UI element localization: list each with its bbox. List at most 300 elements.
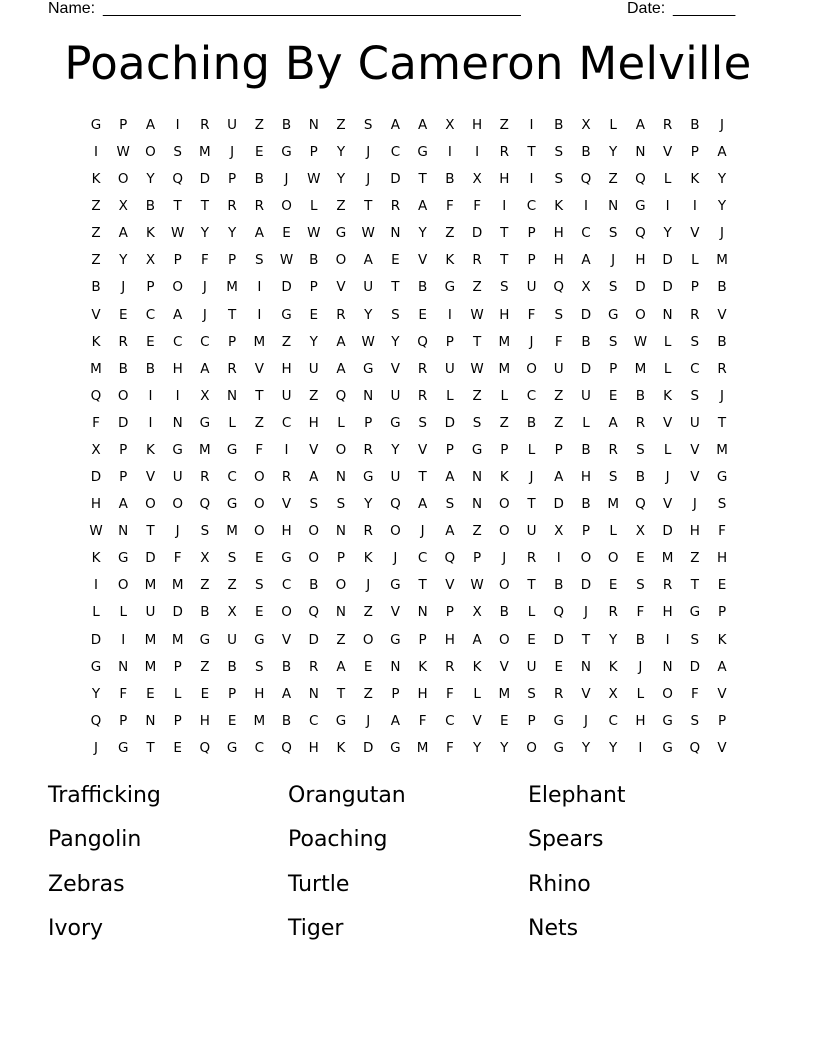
- grid-cell[interactable]: O: [253, 469, 265, 486]
- grid-cell[interactable]: R: [608, 441, 618, 458]
- grid-cell[interactable]: C: [281, 577, 292, 594]
- grid-cell[interactable]: S: [500, 279, 509, 296]
- grid-cell[interactable]: W: [470, 360, 484, 377]
- grid-cell[interactable]: Y: [364, 496, 373, 513]
- grid-cell[interactable]: W: [307, 171, 321, 188]
- grid-cell[interactable]: Z: [336, 198, 346, 215]
- grid-cell[interactable]: G: [254, 631, 265, 648]
- grid-cell[interactable]: X: [635, 523, 646, 540]
- grid-cell[interactable]: R: [472, 252, 482, 269]
- grid-cell[interactable]: B: [526, 414, 537, 431]
- grid-cell[interactable]: S: [445, 496, 455, 513]
- grid-cell[interactable]: P: [309, 279, 318, 296]
- grid-cell[interactable]: H: [172, 360, 183, 377]
- grid-cell[interactable]: I: [257, 279, 262, 296]
- grid-cell[interactable]: R: [363, 441, 373, 458]
- grid-cell[interactable]: S: [363, 117, 373, 133]
- grid-cell[interactable]: W: [470, 306, 484, 323]
- grid-cell[interactable]: G: [390, 414, 401, 431]
- grid-cell[interactable]: I: [175, 117, 180, 133]
- grid-cell[interactable]: D: [444, 414, 456, 431]
- grid-cell[interactable]: V: [254, 360, 264, 377]
- grid-cell[interactable]: E: [227, 712, 237, 729]
- grid-cell[interactable]: J: [583, 604, 588, 621]
- grid-cell[interactable]: L: [473, 685, 481, 702]
- grid-cell[interactable]: Q: [172, 171, 183, 188]
- grid-cell[interactable]: B: [417, 279, 428, 296]
- grid-cell[interactable]: G: [117, 550, 129, 567]
- grid-cell[interactable]: R: [608, 604, 618, 621]
- grid-cell[interactable]: Y: [309, 333, 318, 350]
- grid-cell[interactable]: F: [445, 739, 454, 756]
- grid-cell[interactable]: A: [445, 469, 455, 486]
- grid-cell[interactable]: Y: [200, 225, 209, 242]
- grid-cell[interactable]: D: [662, 252, 673, 269]
- name-line[interactable]: ________________________________________________: [103, 0, 521, 17]
- grid-cell[interactable]: V: [91, 306, 101, 323]
- grid-cell[interactable]: Z: [200, 577, 210, 594]
- grid-cell[interactable]: M: [171, 631, 184, 648]
- grid-cell[interactable]: K: [336, 739, 346, 756]
- grid-cell[interactable]: N: [335, 469, 347, 486]
- grid-cell[interactable]: Z: [227, 577, 237, 594]
- grid-cell[interactable]: D: [90, 631, 102, 648]
- grid-cell[interactable]: S: [690, 631, 700, 648]
- grid-cell[interactable]: G: [90, 117, 102, 133]
- grid-cell[interactable]: Z: [499, 117, 509, 133]
- grid-cell[interactable]: T: [255, 387, 264, 404]
- grid-cell[interactable]: Q: [90, 712, 102, 729]
- grid-cell[interactable]: I: [94, 144, 98, 161]
- grid-cell[interactable]: O: [580, 550, 592, 567]
- grid-cell[interactable]: N: [308, 117, 319, 133]
- grid-cell[interactable]: U: [390, 387, 401, 404]
- grid-cell[interactable]: J: [366, 144, 371, 161]
- grid-cell[interactable]: Y: [146, 171, 155, 188]
- grid-cell[interactable]: G: [635, 198, 646, 215]
- grid-cell[interactable]: E: [391, 252, 400, 269]
- grid-cell[interactable]: Q: [308, 604, 320, 621]
- grid-cell[interactable]: Q: [635, 225, 646, 242]
- grid-cell[interactable]: I: [447, 306, 452, 323]
- grid-cell[interactable]: W: [361, 225, 375, 242]
- grid-cell[interactable]: F: [445, 198, 454, 215]
- grid-cell[interactable]: E: [418, 306, 427, 323]
- grid-cell[interactable]: X: [581, 117, 591, 133]
- grid-cell[interactable]: R: [227, 198, 237, 215]
- grid-cell[interactable]: N: [608, 198, 619, 215]
- grid-cell[interactable]: W: [361, 333, 375, 350]
- grid-cell[interactable]: P: [228, 685, 237, 702]
- grid-cell[interactable]: D: [580, 360, 592, 377]
- grid-cell[interactable]: T: [581, 631, 591, 648]
- grid-cell[interactable]: B: [581, 333, 591, 350]
- grid-cell[interactable]: C: [309, 712, 319, 729]
- grid-cell[interactable]: S: [636, 577, 645, 594]
- grid-cell[interactable]: E: [636, 550, 645, 567]
- grid-cell[interactable]: W: [633, 333, 648, 350]
- grid-cell[interactable]: X: [91, 441, 101, 458]
- grid-cell[interactable]: V: [336, 279, 346, 296]
- grid-cell[interactable]: D: [580, 306, 592, 323]
- grid-cell[interactable]: N: [118, 523, 129, 540]
- grid-cell[interactable]: I: [665, 631, 670, 648]
- grid-cell[interactable]: L: [309, 198, 318, 215]
- grid-cell[interactable]: X: [118, 198, 128, 215]
- grid-cell[interactable]: P: [445, 333, 454, 350]
- grid-cell[interactable]: X: [200, 387, 210, 404]
- grid-cell[interactable]: F: [473, 198, 481, 215]
- grid-cell[interactable]: K: [690, 171, 700, 188]
- grid-cell[interactable]: O: [390, 523, 401, 540]
- grid-cell[interactable]: V: [390, 604, 401, 621]
- grid-cell[interactable]: U: [363, 279, 374, 296]
- grid-cell[interactable]: Y: [472, 739, 482, 756]
- grid-cell[interactable]: V: [662, 414, 673, 431]
- grid-cell[interactable]: X: [200, 550, 210, 567]
- grid-cell[interactable]: I: [121, 631, 126, 648]
- grid-cell[interactable]: S: [554, 144, 564, 161]
- grid-cell[interactable]: Q: [635, 496, 646, 513]
- grid-cell[interactable]: B: [581, 496, 591, 513]
- grid-cell[interactable]: C: [254, 739, 265, 756]
- grid-cell[interactable]: X: [581, 279, 591, 296]
- grid-cell[interactable]: H: [254, 685, 265, 702]
- grid-cell[interactable]: J: [692, 496, 697, 513]
- grid-cell[interactable]: C: [172, 333, 183, 350]
- grid-cell[interactable]: K: [472, 658, 482, 675]
- grid-cell[interactable]: B: [581, 144, 591, 161]
- grid-cell[interactable]: P: [554, 441, 563, 458]
- grid-cell[interactable]: H: [499, 306, 510, 323]
- grid-cell[interactable]: Q: [553, 604, 565, 621]
- grid-cell[interactable]: X: [472, 171, 482, 188]
- grid-cell[interactable]: V: [418, 441, 428, 458]
- grid-cell[interactable]: Y: [717, 198, 727, 215]
- grid-cell[interactable]: O: [117, 387, 129, 404]
- grid-cell[interactable]: L: [92, 604, 100, 621]
- grid-cell[interactable]: N: [417, 604, 428, 621]
- grid-cell[interactable]: A: [581, 252, 591, 269]
- grid-cell[interactable]: I: [502, 198, 507, 215]
- grid-cell[interactable]: F: [119, 685, 128, 702]
- grid-cell[interactable]: Z: [554, 414, 564, 431]
- grid-cell[interactable]: O: [145, 144, 156, 161]
- grid-cell[interactable]: Y: [418, 225, 427, 242]
- grid-cell[interactable]: R: [363, 523, 373, 540]
- grid-cell[interactable]: P: [228, 333, 237, 350]
- grid-cell[interactable]: M: [226, 279, 238, 296]
- grid-cell[interactable]: L: [663, 360, 672, 377]
- grid-cell[interactable]: O: [662, 685, 673, 702]
- grid-cell[interactable]: F: [173, 550, 182, 567]
- grid-cell[interactable]: H: [472, 117, 483, 133]
- grid-cell[interactable]: D: [662, 279, 673, 296]
- grid-cell[interactable]: A: [254, 225, 264, 242]
- grid-cell[interactable]: M: [226, 523, 238, 540]
- grid-cell[interactable]: I: [529, 117, 534, 133]
- grid-cell[interactable]: I: [583, 198, 588, 215]
- grid-cell[interactable]: D: [390, 171, 401, 188]
- grid-cell[interactable]: I: [257, 306, 262, 323]
- grid-cell[interactable]: H: [635, 712, 646, 729]
- grid-cell[interactable]: J: [720, 387, 725, 404]
- grid-cell[interactable]: S: [690, 333, 700, 350]
- grid-cell[interactable]: H: [90, 496, 102, 513]
- grid-cell[interactable]: Z: [363, 604, 373, 621]
- grid-cell[interactable]: F: [690, 685, 699, 702]
- grid-cell[interactable]: K: [91, 550, 101, 567]
- grid-cell[interactable]: M: [634, 360, 647, 377]
- grid-cell[interactable]: D: [281, 279, 292, 296]
- grid-cell[interactable]: V: [418, 252, 428, 269]
- grid-cell[interactable]: B: [635, 387, 646, 404]
- grid-cell[interactable]: Z: [445, 225, 455, 242]
- grid-cell[interactable]: U: [689, 414, 700, 431]
- grid-cell[interactable]: B: [717, 333, 727, 350]
- grid-cell[interactable]: Y: [717, 171, 727, 188]
- grid-cell[interactable]: P: [500, 441, 509, 458]
- grid-cell[interactable]: B: [717, 279, 727, 296]
- grid-cell[interactable]: K: [91, 171, 101, 188]
- grid-cell[interactable]: P: [228, 171, 237, 188]
- grid-cell[interactable]: G: [553, 712, 564, 729]
- grid-cell[interactable]: Y: [336, 144, 346, 161]
- grid-cell[interactable]: M: [416, 739, 429, 756]
- grid-cell[interactable]: M: [144, 577, 157, 594]
- grid-cell[interactable]: O: [335, 577, 347, 594]
- grid-cell[interactable]: M: [144, 658, 157, 675]
- grid-cell[interactable]: K: [418, 658, 428, 675]
- grid-cell[interactable]: O: [335, 441, 347, 458]
- grid-cell[interactable]: O: [172, 496, 183, 513]
- grid-cell[interactable]: T: [146, 739, 155, 756]
- grid-cell[interactable]: G: [335, 712, 347, 729]
- grid-cell[interactable]: T: [418, 577, 427, 594]
- grid-cell[interactable]: Z: [608, 171, 618, 188]
- grid-cell[interactable]: P: [364, 414, 373, 431]
- grid-cell[interactable]: J: [366, 171, 371, 188]
- grid-cell[interactable]: L: [119, 604, 127, 621]
- grid-cell[interactable]: O: [117, 171, 129, 188]
- grid-cell[interactable]: I: [148, 414, 153, 431]
- grid-cell[interactable]: E: [255, 144, 264, 161]
- grid-cell[interactable]: J: [529, 333, 534, 350]
- grid-cell[interactable]: J: [638, 658, 643, 675]
- grid-cell[interactable]: J: [175, 523, 180, 540]
- grid-cell[interactable]: S: [173, 144, 182, 161]
- grid-cell[interactable]: Z: [91, 225, 101, 242]
- grid-cell[interactable]: Q: [90, 387, 102, 404]
- grid-cell[interactable]: H: [635, 252, 646, 269]
- grid-cell[interactable]: Y: [609, 631, 618, 648]
- grid-cell[interactable]: B: [554, 117, 564, 133]
- grid-cell[interactable]: G: [390, 631, 401, 648]
- grid-cell[interactable]: R: [417, 360, 428, 377]
- grid-cell[interactable]: Y: [227, 225, 237, 242]
- grid-cell[interactable]: A: [390, 712, 401, 729]
- grid-cell[interactable]: S: [527, 685, 536, 702]
- grid-cell[interactable]: Y: [609, 144, 618, 161]
- grid-cell[interactable]: Z: [472, 523, 482, 540]
- grid-cell[interactable]: P: [146, 279, 155, 296]
- grid-cell[interactable]: V: [690, 469, 700, 486]
- grid-cell[interactable]: O: [308, 523, 320, 540]
- grid-cell[interactable]: P: [418, 631, 427, 648]
- grid-cell[interactable]: M: [199, 144, 211, 161]
- grid-cell[interactable]: R: [662, 577, 673, 594]
- grid-cell[interactable]: Z: [336, 631, 346, 648]
- grid-cell[interactable]: Z: [281, 333, 292, 350]
- grid-cell[interactable]: U: [444, 360, 455, 377]
- grid-cell[interactable]: D: [90, 469, 102, 486]
- grid-cell[interactable]: O: [498, 523, 510, 540]
- grid-cell[interactable]: M: [607, 496, 619, 513]
- grid-cell[interactable]: T: [527, 496, 536, 513]
- grid-cell[interactable]: B: [145, 360, 156, 377]
- grid-cell[interactable]: G: [172, 441, 183, 458]
- grid-cell[interactable]: M: [498, 333, 511, 350]
- grid-cell[interactable]: D: [689, 658, 701, 675]
- grid-cell[interactable]: P: [228, 252, 237, 269]
- grid-cell[interactable]: P: [173, 252, 182, 269]
- grid-cell[interactable]: N: [390, 658, 401, 675]
- grid-cell[interactable]: Z: [336, 117, 346, 133]
- grid-cell[interactable]: H: [662, 604, 673, 621]
- grid-cell[interactable]: M: [661, 550, 674, 567]
- grid-cell[interactable]: S: [418, 414, 427, 431]
- grid-cell[interactable]: T: [173, 198, 182, 215]
- grid-cell[interactable]: Z: [472, 387, 482, 404]
- grid-cell[interactable]: E: [527, 631, 536, 648]
- grid-cell[interactable]: H: [553, 225, 564, 242]
- grid-cell[interactable]: L: [228, 414, 236, 431]
- grid-cell[interactable]: A: [336, 658, 346, 675]
- grid-cell[interactable]: G: [662, 712, 673, 729]
- grid-cell[interactable]: H: [308, 414, 319, 431]
- grid-cell[interactable]: S: [391, 306, 400, 323]
- grid-cell[interactable]: T: [472, 333, 482, 350]
- grid-cell[interactable]: M: [90, 360, 102, 377]
- grid-cell[interactable]: N: [308, 685, 319, 702]
- grid-cell[interactable]: P: [717, 604, 727, 621]
- grid-cell[interactable]: E: [608, 387, 618, 404]
- grid-cell[interactable]: C: [526, 387, 537, 404]
- grid-cell[interactable]: K: [608, 658, 618, 675]
- grid-cell[interactable]: P: [391, 685, 400, 702]
- grid-cell[interactable]: M: [716, 252, 728, 269]
- grid-cell[interactable]: B: [227, 658, 237, 675]
- grid-cell[interactable]: V: [581, 685, 591, 702]
- grid-cell[interactable]: G: [226, 739, 238, 756]
- grid-cell[interactable]: L: [663, 333, 672, 350]
- grid-cell[interactable]: H: [580, 469, 592, 486]
- grid-cell[interactable]: V: [281, 631, 292, 648]
- grid-cell[interactable]: M: [144, 631, 157, 648]
- grid-cell[interactable]: D: [362, 739, 374, 756]
- grid-cell[interactable]: L: [337, 414, 345, 431]
- grid-cell[interactable]: Z: [690, 550, 700, 567]
- grid-cell[interactable]: N: [472, 469, 483, 486]
- grid-cell[interactable]: H: [499, 171, 510, 188]
- grid-cell[interactable]: A: [418, 117, 428, 133]
- grid-cell[interactable]: O: [335, 252, 347, 269]
- grid-cell[interactable]: G: [281, 144, 292, 161]
- grid-cell[interactable]: J: [502, 550, 507, 567]
- grid-cell[interactable]: P: [445, 604, 454, 621]
- grid-cell[interactable]: I: [692, 198, 697, 215]
- grid-cell[interactable]: G: [199, 414, 211, 431]
- grid-cell[interactable]: I: [175, 387, 180, 404]
- grid-cell[interactable]: E: [255, 550, 264, 567]
- grid-cell[interactable]: Q: [417, 333, 428, 350]
- grid-cell[interactable]: S: [472, 414, 482, 431]
- grid-cell[interactable]: O: [253, 496, 265, 513]
- grid-cell[interactable]: B: [554, 577, 564, 594]
- grid-cell[interactable]: O: [607, 550, 619, 567]
- grid-cell[interactable]: L: [500, 387, 509, 404]
- grid-cell[interactable]: P: [119, 712, 128, 729]
- grid-cell[interactable]: R: [717, 360, 727, 377]
- grid-cell[interactable]: N: [227, 387, 238, 404]
- grid-cell[interactable]: T: [418, 469, 427, 486]
- grid-cell[interactable]: J: [583, 712, 588, 729]
- grid-cell[interactable]: S: [255, 577, 264, 594]
- grid-cell[interactable]: Y: [581, 739, 591, 756]
- grid-cell[interactable]: J: [366, 577, 371, 594]
- grid-cell[interactable]: K: [146, 225, 155, 242]
- grid-cell[interactable]: G: [281, 306, 292, 323]
- grid-cell[interactable]: G: [689, 604, 701, 621]
- grid-cell[interactable]: A: [336, 333, 346, 350]
- grid-cell[interactable]: S: [608, 333, 618, 350]
- grid-cell[interactable]: H: [199, 712, 210, 729]
- grid-cell[interactable]: P: [690, 144, 699, 161]
- grid-cell[interactable]: V: [690, 225, 700, 242]
- grid-cell[interactable]: S: [255, 252, 264, 269]
- grid-cell[interactable]: B: [499, 604, 509, 621]
- grid-cell[interactable]: P: [473, 550, 482, 567]
- grid-cell[interactable]: A: [445, 523, 455, 540]
- grid-cell[interactable]: G: [226, 441, 238, 458]
- grid-cell[interactable]: F: [418, 712, 427, 729]
- grid-cell[interactable]: A: [118, 225, 128, 242]
- grid-cell[interactable]: C: [690, 360, 700, 377]
- grid-cell[interactable]: R: [227, 360, 237, 377]
- grid-cell[interactable]: C: [390, 144, 401, 161]
- grid-cell[interactable]: K: [554, 198, 564, 215]
- grid-cell[interactable]: F: [554, 333, 563, 350]
- grid-cell[interactable]: E: [146, 685, 155, 702]
- grid-cell[interactable]: A: [363, 252, 373, 269]
- grid-cell[interactable]: G: [117, 739, 129, 756]
- grid-cell[interactable]: M: [253, 712, 266, 729]
- grid-cell[interactable]: V: [309, 441, 319, 458]
- grid-cell[interactable]: E: [282, 225, 291, 242]
- grid-cell[interactable]: C: [417, 550, 428, 567]
- grid-cell[interactable]: O: [253, 523, 265, 540]
- grid-cell[interactable]: K: [445, 252, 455, 269]
- grid-cell[interactable]: T: [418, 171, 427, 188]
- grid-cell[interactable]: G: [90, 658, 102, 675]
- grid-cell[interactable]: H: [281, 360, 292, 377]
- grid-cell[interactable]: U: [281, 387, 292, 404]
- grid-cell[interactable]: N: [172, 414, 183, 431]
- date-line[interactable]: _______: [673, 0, 736, 17]
- grid-cell[interactable]: I: [475, 144, 480, 161]
- grid-cell[interactable]: N: [390, 225, 401, 242]
- grid-cell[interactable]: N: [662, 658, 673, 675]
